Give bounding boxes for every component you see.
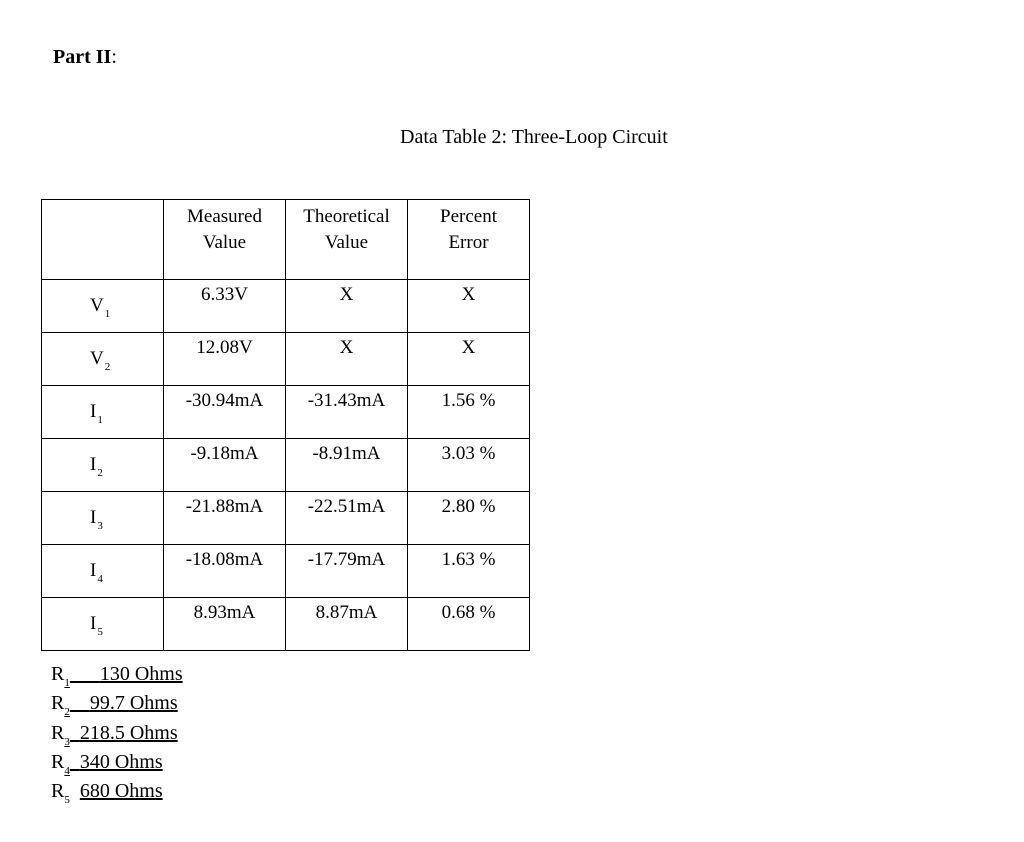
resistor-value bbox=[70, 751, 163, 773]
table-row-i2 bbox=[42, 439, 530, 492]
resistor-item-r5 bbox=[51, 778, 183, 807]
part-title-label: Part II bbox=[53, 46, 112, 68]
row-label-i5 bbox=[42, 598, 164, 651]
cell-theoretical: -31.43mA bbox=[286, 386, 408, 439]
resistor-value-text: 99.7 Ohms bbox=[89, 692, 178, 715]
table-row-v2 bbox=[42, 333, 530, 386]
header-theoretical-line2: Value bbox=[324, 232, 369, 253]
header-error-line2: Error bbox=[448, 232, 489, 253]
cell-percent-error: 0.68 % bbox=[408, 598, 530, 651]
cell-measured: 6.33V bbox=[164, 280, 286, 333]
row-symbol: I bbox=[90, 454, 97, 475]
row-subscript: 3 bbox=[97, 520, 103, 532]
cell-measured: -21.88mA bbox=[164, 492, 286, 545]
resistor-subscript: 3 bbox=[64, 735, 70, 748]
cell-measured: -9.18mA bbox=[164, 439, 286, 492]
resistor-subscript: 2 bbox=[64, 706, 70, 719]
row-subscript: 4 bbox=[97, 573, 103, 585]
header-error-line1: Percent bbox=[440, 206, 497, 227]
resistor-symbol: R bbox=[51, 692, 65, 715]
header-percent-error bbox=[408, 200, 530, 280]
row-subscript: 2 bbox=[97, 467, 103, 479]
row-symbol: V bbox=[90, 348, 104, 369]
cell-theoretical: -8.91mA bbox=[286, 439, 408, 492]
cell-measured: 12.08V bbox=[164, 333, 286, 386]
resistor-subscript: 4 bbox=[64, 764, 70, 777]
row-symbol: V bbox=[90, 295, 104, 316]
resistor-symbol: R bbox=[51, 663, 65, 685]
cell-percent-error: X bbox=[408, 333, 530, 386]
table-row-i3 bbox=[42, 492, 530, 545]
data-table bbox=[41, 199, 530, 651]
resistor-symbol: R bbox=[51, 780, 65, 803]
cell-theoretical: 8.87mA bbox=[286, 598, 408, 651]
cell-percent-error: 1.63 % bbox=[408, 545, 530, 598]
part-title-colon: : bbox=[111, 46, 117, 68]
header-empty-cell bbox=[42, 200, 164, 280]
row-label-i2 bbox=[42, 439, 164, 492]
cell-theoretical: X bbox=[286, 333, 408, 386]
row-symbol: I bbox=[90, 401, 97, 422]
header-theoretical-line1: Theoretical bbox=[303, 206, 390, 227]
resistor-list bbox=[51, 661, 183, 807]
resistor-value bbox=[70, 722, 178, 744]
resistor-value: 680 Ohms bbox=[79, 780, 163, 803]
table-row-v1 bbox=[42, 280, 530, 333]
cell-measured: -30.94mA bbox=[164, 386, 286, 439]
row-label-i1 bbox=[42, 386, 164, 439]
cell-percent-error: 3.03 % bbox=[408, 439, 530, 492]
header-measured-line2: Value bbox=[202, 232, 247, 253]
header-theoretical-value bbox=[286, 200, 408, 280]
row-label-i3 bbox=[42, 492, 164, 545]
row-subscript: 5 bbox=[97, 626, 103, 638]
cell-percent-error: 1.56 % bbox=[408, 386, 530, 439]
resistor-value bbox=[70, 663, 183, 685]
resistor-subscript: 1 bbox=[64, 677, 70, 689]
row-symbol: I bbox=[90, 507, 97, 528]
cell-percent-error: X bbox=[408, 280, 530, 333]
row-subscript: 2 bbox=[104, 361, 111, 373]
resistor-item-r1 bbox=[51, 661, 183, 690]
cell-theoretical: -22.51mA bbox=[286, 492, 408, 545]
row-label-i4 bbox=[42, 545, 164, 598]
cell-percent-error: 2.80 % bbox=[408, 492, 530, 545]
row-symbol: I bbox=[90, 613, 97, 634]
resistor-value-text: 340 Ohms bbox=[79, 750, 163, 773]
table-header-row bbox=[42, 200, 530, 280]
table-row-i5 bbox=[42, 598, 530, 651]
part-title bbox=[53, 44, 117, 70]
table-row-i1 bbox=[42, 386, 530, 439]
header-measured-value bbox=[164, 200, 286, 280]
resistor-symbol: R bbox=[51, 750, 65, 773]
row-subscript: 1 bbox=[97, 414, 103, 426]
resistor-value-text: 130 Ohms bbox=[99, 663, 183, 685]
row-symbol: I bbox=[90, 560, 97, 581]
row-label-v2 bbox=[42, 333, 164, 386]
cell-theoretical: X bbox=[286, 280, 408, 333]
resistor-symbol: R bbox=[51, 721, 65, 744]
header-measured-line1: Measured bbox=[187, 206, 262, 227]
cell-measured: 8.93mA bbox=[164, 598, 286, 651]
cell-measured: -18.08mA bbox=[164, 545, 286, 598]
resistor-item-r3 bbox=[51, 720, 183, 749]
resistor-value bbox=[70, 692, 178, 714]
resistor-item-r2 bbox=[51, 690, 183, 719]
cell-theoretical: -17.79mA bbox=[286, 545, 408, 598]
table-caption: Data Table 2: Three-Loop Circuit bbox=[400, 126, 668, 148]
row-subscript: 1 bbox=[104, 308, 111, 320]
resistor-item-r4 bbox=[51, 749, 183, 778]
table-row-i4 bbox=[42, 545, 530, 598]
resistor-subscript: 5 bbox=[64, 794, 70, 807]
resistor-value-text: 218.5 Ohms bbox=[79, 721, 178, 744]
row-label-v1 bbox=[42, 280, 164, 333]
